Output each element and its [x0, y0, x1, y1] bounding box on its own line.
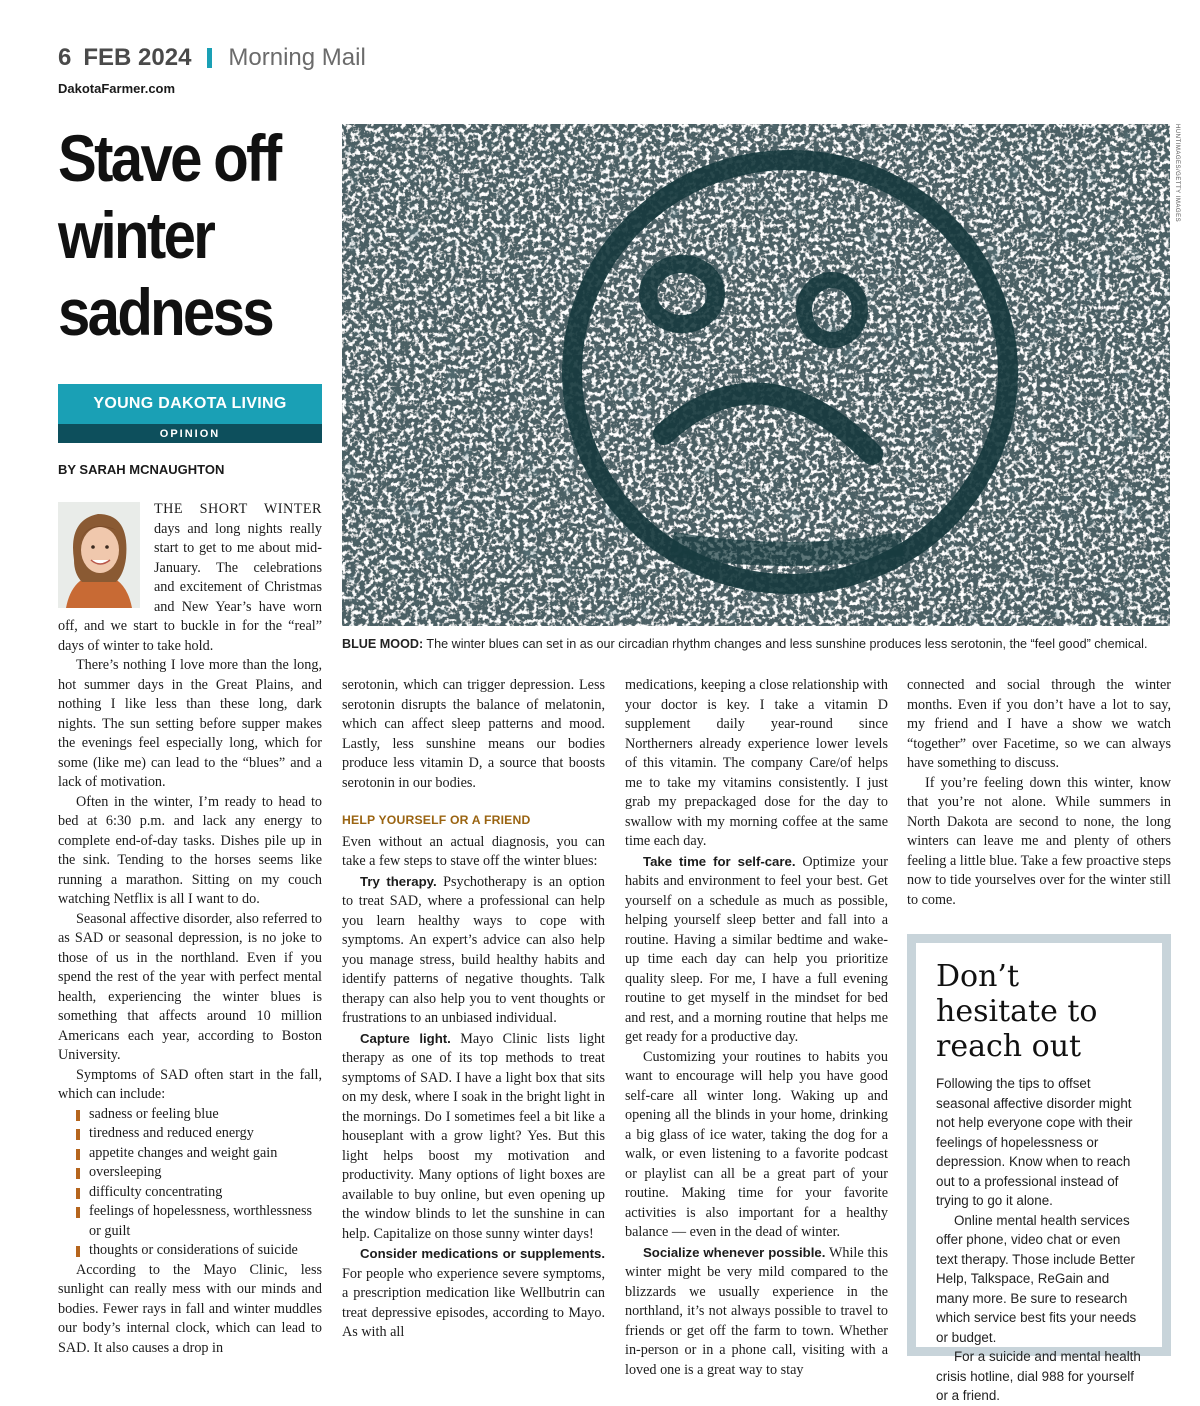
folio-divider: [207, 48, 212, 68]
section-subhead: HELP YOURSELF OR A FRIEND: [342, 813, 531, 827]
tip-lead: Take time for self-care.: [643, 853, 796, 869]
tip-flowing: Socialize whenever possible. While this winter might be very mild compared to the blizzards we usually experience in the northland, it’s not always possible to travel to friends or get off the farm to town. Whether in-person or in a phone call, visiting with a loved one is a great way to stay: [625, 1244, 888, 1378]
article-column-2: [342, 676, 605, 1343]
sidebar-title: Don’t hesitate to reach out: [936, 959, 1098, 1064]
tip-continued: medications, keeping a close relationship with your doctor is key. I take a vitamin D supplement daily year-round since Northerners already experience lower levels of this vitamin. The company Care/of helps me to take my vitamins consistently. I just grab my prepackaged dose for the day to swallow with my morning coffee at the same time each day.: [625, 677, 888, 849]
paragraph-flowing: According to the Mayo Clinic, less sunlight can really mess with our minds and bodies. Fewer rays in fall and winter muddles our body’s internal clock, which can lead to SAD. It also causes a drop in: [58, 1261, 322, 1356]
sidebar-paragraph: Following the tips to offset seasonal affective disorder might not help everyone cope with their feelings of hopelessness or depression. Know when to reach out to a professional instead of trying to go it alone.: [936, 1076, 1133, 1208]
list-item: sadness or feeling blue: [76, 1105, 322, 1125]
column-label-block: [58, 384, 322, 443]
paragraph: Symptoms of SAD often start in the fall, which can include:: [58, 1066, 322, 1102]
column-label: YOUNG DAKOTA LIVING: [58, 384, 322, 424]
tip-lead: Consider medications or supplements.: [360, 1246, 605, 1261]
photo-credit: HUNTIMAGES/GETTY IMAGES: [1174, 124, 1180, 223]
paragraph-continued: serotonin, which can trigger depression. Less serotonin disrupts the balance of melatonin, which can affect sleep patterns and mood. Lastly, less sunshine means our bodies produce less vitamin D, a source that boosts serotonin in our bodies.: [342, 677, 605, 791]
sidebar-paragraph: Online mental health services offer phone, video chat or even text therapy. Those include Better Help, Talkspace, ReGain and many more. Be sure to research which service best fits your needs or budget.: [936, 1212, 1137, 1345]
article-column-4: [907, 676, 1171, 910]
list-item: appetite changes and weight gain: [76, 1144, 322, 1164]
column-sublabel: OPINION: [58, 424, 322, 443]
tip-lead: Try therapy.: [360, 873, 437, 889]
sidebar-paragraph: For a suicide and mental health crisis hotline, dial 988 for yourself or a friend.: [936, 1349, 1141, 1403]
tip-text: Psychotherapy is an option to treat SAD, where a professional can help you learn healthy ways to cope with symptoms. An expert’s advice can also help you manage stress, build healthy habits and identify patterns of negative thoughts. Talk therapy can also help you to vent thoughts or frustrations to an unbiased individual.: [342, 873, 605, 1026]
tip-lead: Capture light.: [360, 1030, 451, 1046]
caption-lead: BLUE MOOD:: [342, 637, 424, 651]
list-item: difficulty concentrating: [76, 1183, 322, 1203]
author-headshot: [58, 502, 140, 608]
list-item: tiredness and reduced energy: [76, 1124, 322, 1144]
article-column-3: [625, 676, 888, 1380]
tip-text: Optimize your habits and environment to feel your best. Get yourself on a schedule as much as possible, helping yourself sleep better and fall into a routine. Having a similar bedtime and wake-up time each day can help you prioritize quality sleep. For me, I have a full evening routine to get myself in the mindset for bed and rest, and a morning routine that helps me get ready for a productive day.: [625, 853, 888, 1045]
paragraph: Seasonal affective disorder, also referred to as SAD or seasonal depression, is no joke to those of us in the northland. Even if you spend the rest of the year with perfect mental health, experiencing the winter blues is something that affects around 10 million Americans each year, according to Boston University.: [58, 910, 322, 1063]
caption-text: The winter blues can set in as our circadian rhythm changes and less sunshine produces less serotonin, the “feel good” chemical.: [423, 637, 1148, 651]
issue-date: FEB 2024: [83, 44, 192, 71]
byline: BY SARAH MCNAUGHTON: [58, 462, 225, 477]
paragraph: Often in the winter, I’m ready to head to bed at 6:30 p.m. and lack any energy to complete end-of-day tasks. Dishes pile up in the sink. Tending to the horses seems like running a marathon. Sitting on my couch watching Netflix is all I want to do.: [58, 793, 322, 907]
page-folio: [58, 44, 366, 72]
article-headline: Stave off winter sadness: [58, 121, 280, 349]
website-link[interactable]: DakotaFarmer.com: [58, 81, 176, 96]
symptom-list: [58, 1105, 322, 1261]
photo-caption: [342, 637, 1182, 651]
paragraph: There’s nothing I love more than the long, hot summer days in the Great Plains, and nothing I like less than these long, dark nights. The sun setting before supper makes the evenings feel especially long, which for some (like me) can lead to the “blues” and a lack of motivation.: [58, 657, 322, 790]
section-name: Morning Mail: [228, 44, 366, 71]
page-number: 6: [58, 44, 72, 71]
tip-continued: connected and social through the winter months. Even if you don’t have a lot to say, my friend and I have a show we watch “together” over Facetime, so we can always have something to discuss.: [907, 677, 1171, 771]
list-item: feelings of hopelessness, worthlessness or guilt: [76, 1202, 322, 1241]
tip-flowing: Consider medications or supplements. For people who experience severe symptoms, a prescription medication like Wellbutrin can treat depressive episodes, according to Mayo. As with all: [342, 1246, 605, 1340]
paragraph: days and long nights really start to get to me about mid-January. The celebrations and excitement of Christmas and New Year’s have worn off, and we start to buckle in for the “real” days of winter to take hold.: [58, 520, 322, 654]
article-column-1: [58, 500, 322, 1358]
list-item: oversleeping: [76, 1163, 322, 1183]
tip-text: Mayo Clinic lists light therapy as one of its top methods to treat symptoms of SAD. I have a light box that sits on my desk, where I soak in the bright light in the mornings. Do I sometimes feel a bit like a houseplant with a grow light? Yes. But this light helps boost my motivation and productivity. Many options of light boxes are available to buy online, but even opening up the window blinds to let the sunshine in can help. Capitalize on those sunny winter days!: [342, 1030, 605, 1242]
list-item: thoughts or considerations of suicide: [76, 1241, 322, 1261]
paragraph: Even without an actual diagnosis, you can take a few steps to stave off the winter blues:: [342, 833, 605, 869]
tip-lead: Socialize whenever possible.: [643, 1244, 826, 1260]
sad-face-snow-photo: [342, 124, 1170, 626]
lead-in: THE SHORT WINTER: [154, 501, 322, 517]
paragraph: Customizing your routines to habits you want to encourage will help you have good self-care all winter long. Waking up and opening all the blinds in your home, drinking a big glass of ice water, taking the dog for a walk, or even listening to a favorite podcast or playlist can all be a great part of your routine. Making time for your favorite activities is also important for a healthy balance — even in the dead of winter.: [625, 1048, 888, 1240]
paragraph: If you’re feeling down this winter, know that you’re not alone. While summers in North Dakota are second to none, the long winters can leave me and plenty of others feeling a little blue. Take a few proactive steps now to tide yourselves over for the winter still to come.: [907, 774, 1171, 908]
help-sidebar: [907, 934, 1171, 1403]
